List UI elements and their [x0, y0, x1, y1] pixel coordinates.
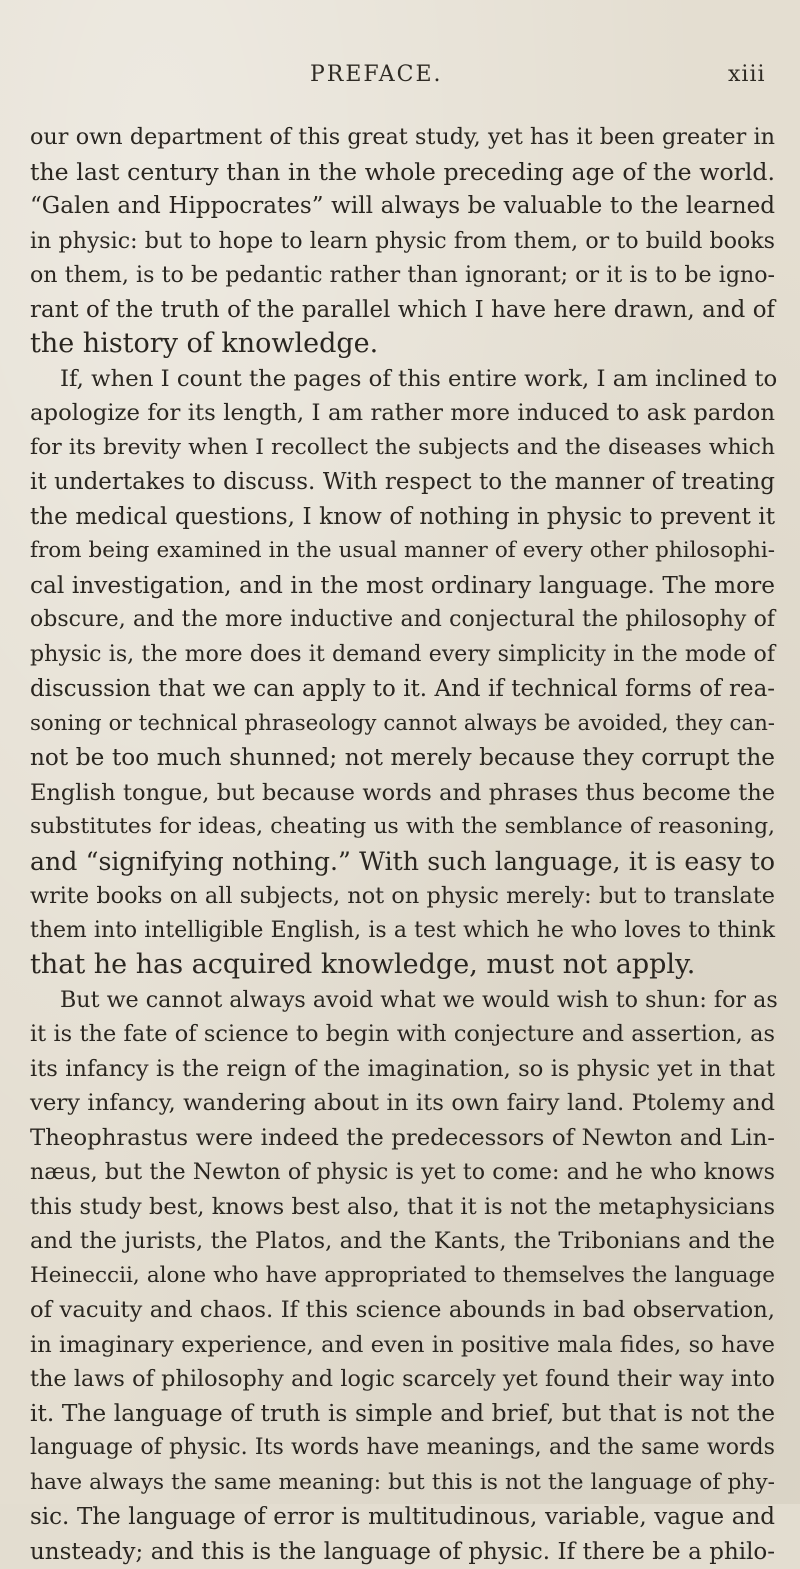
text-line: obscure, and the more inductive and conjectural the philosophy of: [30, 603, 775, 638]
text-line: and “signifying nothing.” With such language, it is easy to: [30, 845, 775, 880]
text-line: have always the same meaning: but this is not the language of phy-: [30, 1466, 775, 1501]
text-line: for its brevity when I recollect the subjects and the diseases which: [30, 431, 775, 466]
text-line: Theophrastus were indeed the predecessors of Newton and Lin-: [30, 1121, 775, 1156]
text-line: “Galen and Hippocrates” will always be valuable to the learned: [30, 189, 775, 224]
text-line: substitutes for ideas, cheating us with the semblance of reasoning,: [30, 810, 775, 845]
text-line: language of physic. Its words have meanings, and the same words: [30, 1431, 775, 1466]
body-text: [30, 120, 775, 1569]
text-line: If, when I count the pages of this entire work, I am inclined to: [30, 362, 775, 397]
text-line: it is the fate of science to begin with conjecture and assertion, as: [30, 1017, 775, 1052]
text-line: the medical questions, I know of nothing in physic to prevent it: [30, 500, 775, 535]
text-line: it undertakes to discuss. With respect to the manner of treating: [30, 465, 775, 500]
text-line: cal investigation, and in the most ordinary language. The more: [30, 569, 775, 604]
text-line: soning or technical phraseology cannot always be avoided, they can-: [30, 707, 775, 742]
text-line: næus, but the Newton of physic is yet to come: and he who knows: [30, 1155, 775, 1190]
text-line: unsteady; and this is the language of physic. If there be a philo-: [30, 1535, 775, 1569]
text-line: them into intelligible English, is a test which he who loves to think: [30, 914, 775, 949]
text-line: it. The language of truth is simple and brief, but that is not the: [30, 1397, 775, 1432]
text-line: very infancy, wandering about in its own fairy land. Ptolemy and: [30, 1086, 775, 1121]
text-line: the history of knowledge.: [30, 327, 775, 362]
text-line: and the jurists, the Platos, and the Kants, the Tribonians and the: [30, 1224, 775, 1259]
text-line: Heineccii, alone who have appropriated to themselves the language: [30, 1259, 775, 1294]
text-line: in physic: but to hope to learn physic from them, or to build books: [30, 224, 775, 259]
text-line: rant of the truth of the parallel which I have here drawn, and of: [30, 293, 775, 328]
page-number: xiii: [728, 62, 766, 87]
text-line: discussion that we can apply to it. And if technical forms of rea-: [30, 672, 775, 707]
text-line: our own department of this great study, yet has it been greater in: [30, 120, 775, 155]
text-line: its infancy is the reign of the imagination, so is physic yet in that: [30, 1052, 775, 1087]
text-line: write books on all subjects, not on physic merely: but to translate: [30, 879, 775, 914]
text-line: English tongue, but because words and phrases thus become the: [30, 776, 775, 811]
text-line: of vacuity and chaos. If this science abounds in bad observation,: [30, 1293, 775, 1328]
text-line: not be too much shunned; not merely because they corrupt the: [30, 741, 775, 776]
text-line: the laws of philosophy and logic scarcely yet found their way into: [30, 1362, 775, 1397]
running-title: PREFACE.: [310, 62, 443, 87]
text-line: But we cannot always avoid what we would wish to shun: for as: [30, 983, 775, 1018]
text-line: from being examined in the usual manner of every other philosophi-: [30, 534, 775, 569]
running-head: [0, 62, 800, 92]
text-line: the last century than in the whole preceding age of the world.: [30, 155, 775, 190]
text-line: this study best, knows best also, that it is not the metaphysicians: [30, 1190, 775, 1225]
text-line: apologize for its length, I am rather more induced to ask pardon: [30, 396, 775, 431]
text-line: physic is, the more does it demand every simplicity in the mode of: [30, 638, 775, 673]
text-line: on them, is to be pedantic rather than ignorant; or it is to be igno-: [30, 258, 775, 293]
text-line: sic. The language of error is multitudinous, variable, vague and: [30, 1500, 775, 1535]
text-line: in imaginary experience, and even in positive mala fides, so have: [30, 1328, 775, 1363]
text-line: that he has acquired knowledge, must not apply.: [30, 948, 775, 983]
